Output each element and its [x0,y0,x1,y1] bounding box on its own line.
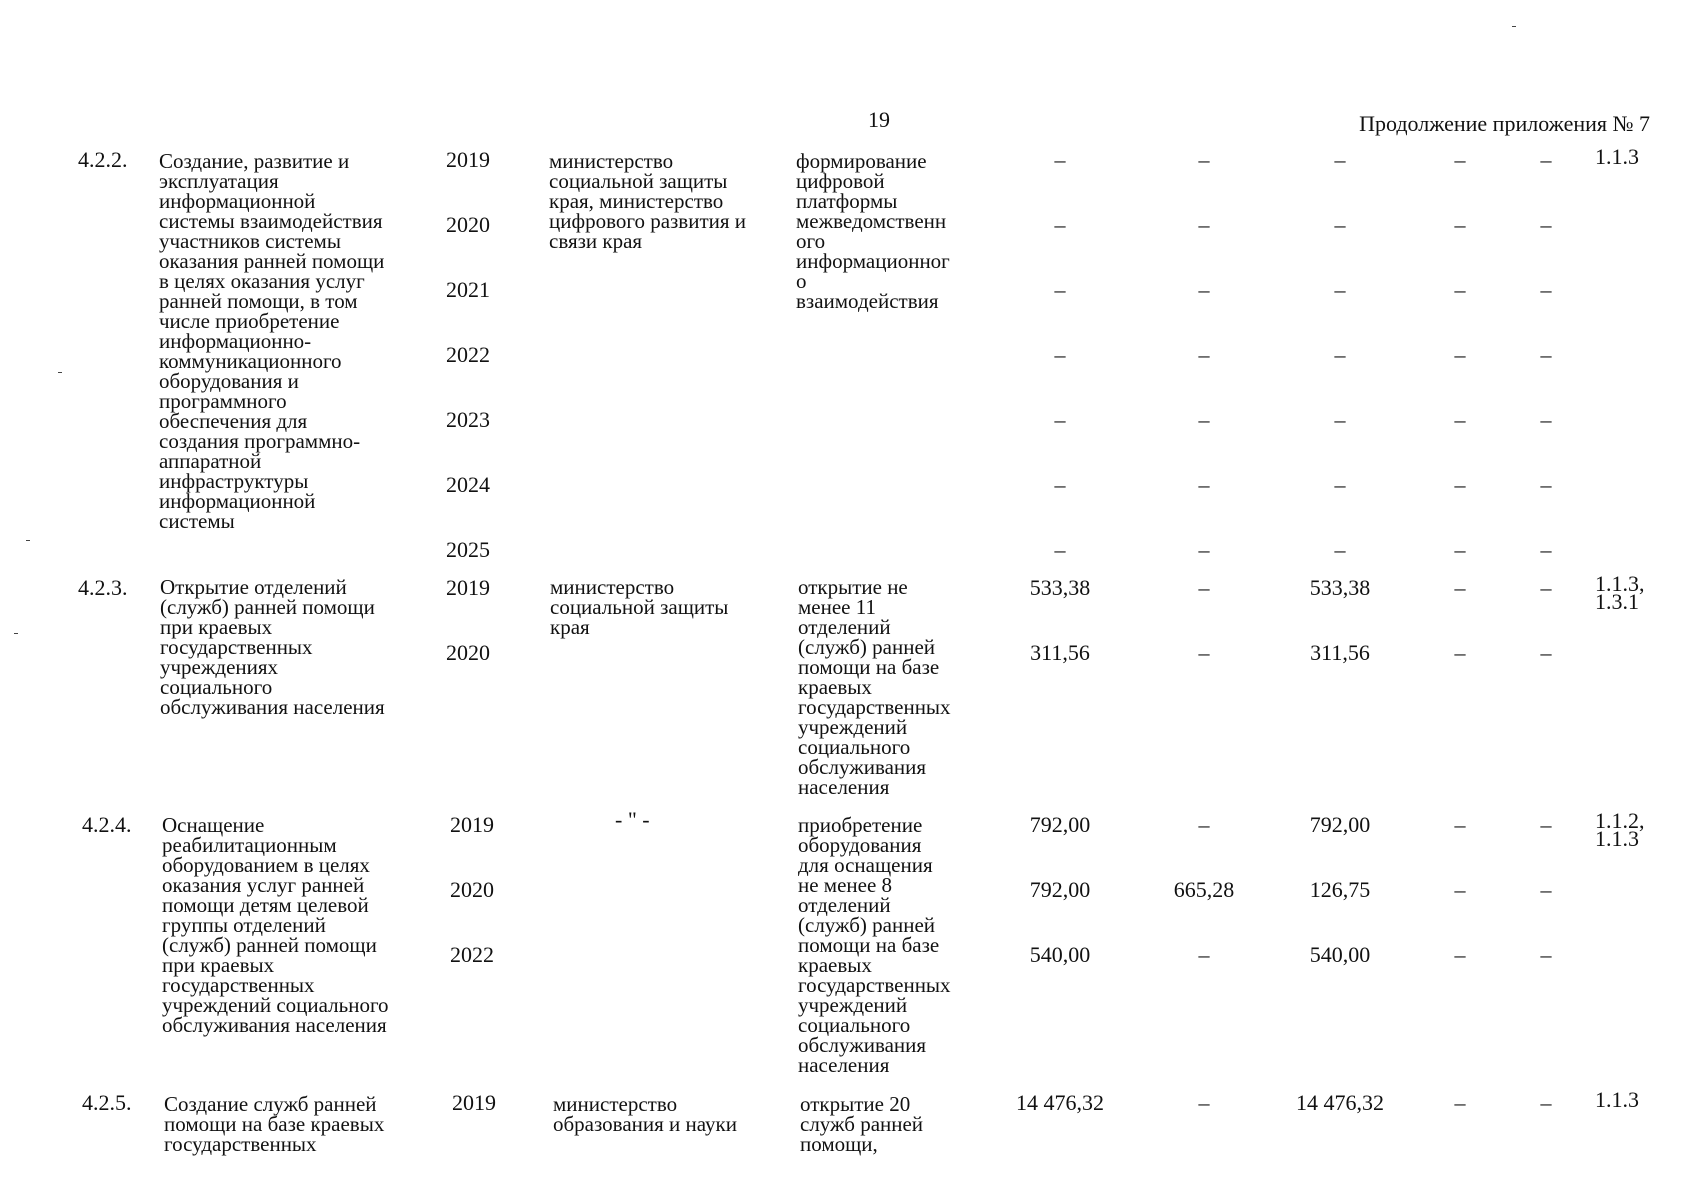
amount-c5: – [1540,640,1552,665]
measure-name: Создание, развитие и эксплуатация информационной системы взаимодействия участников системы оказания ранней помощи в целях оказания услуг ранней помощи, в том числе приобретение информационно- коммуникационного оборудования и программного обеспечения для создания программно- аппаратной инфраструктуры информационной системы [159,149,385,533]
indicator-ref: 1.1.3 [1595,1087,1639,1112]
amount-c3: 533,38 [1309,575,1371,600]
amount-c5: – [1540,877,1552,902]
amount-c3: 311,56 [1310,640,1370,665]
year: 2019 [450,812,494,837]
amount-c4: – [1454,472,1466,497]
scan-mark [14,633,18,634]
amount-c3: 540,00 [1309,942,1371,967]
amount-c4: – [1454,342,1466,367]
amount-c3: – [1334,472,1346,497]
row-number: 4.2.2. [78,147,128,172]
executor: - " - [615,807,650,832]
amount-c5: – [1540,472,1552,497]
year: 2020 [450,877,494,902]
amount-c3: – [1334,342,1346,367]
amount-c5: – [1540,537,1552,562]
amount-c4: – [1454,1090,1466,1115]
year: 2022 [446,342,490,367]
year: 2020 [446,640,490,665]
amount-c1: – [1054,212,1066,237]
amount-c1: 540,00 [1029,942,1091,967]
executor: министерство социальной защиты края [550,575,729,639]
measure-name: Открытие отделений (служб) ранней помощи при краевых государственных учреждениях социального обслуживания населения [160,575,385,719]
amount-c2: – [1198,342,1210,367]
amount-c2: – [1198,472,1210,497]
year: 2025 [446,537,490,562]
amount-c2: – [1198,812,1210,837]
amount-c4: – [1454,877,1466,902]
amount-c4: – [1454,812,1466,837]
amount-c2: – [1198,1090,1210,1115]
amount-c1: 792,00 [1029,812,1091,837]
executor: министерство образования и науки [553,1092,737,1136]
amount-c2: – [1198,277,1210,302]
amount-c1: 533,38 [1029,575,1091,600]
expected-result: открытие 20 служб ранней помощи, [800,1092,924,1156]
amount-c4: – [1454,212,1466,237]
amount-c1: – [1054,407,1066,432]
expected-result: формирование цифровой платформы межведомственн ого информационног о взаимодействия [796,149,950,313]
year: 2019 [446,575,490,600]
amount-c1: 311,56 [1030,640,1090,665]
measure-name: Оснащение реабилитационным оборудованием в целях оказания услуг ранней помощи детям целевой группы отделений (служб) ранней помощи при краевых государственных учреждений социального обслуживания населения [162,813,389,1037]
amount-c1: 14 476,32 [1016,1090,1104,1115]
row-number: 4.2.5. [82,1090,132,1115]
year: 2024 [446,472,490,497]
amount-c3: – [1334,537,1346,562]
expected-result: приобретение оборудования для оснащения не менее 8 отделений (служб) ранней помощи на базе краевых государственных учреждений социального обслуживания населения [798,813,951,1077]
amount-c1: – [1054,472,1066,497]
appendix-continuation: Продолжение приложения № 7 [1359,111,1650,136]
amount-c1: 792,00 [1029,877,1091,902]
amount-c2: – [1198,942,1210,967]
page-number: 19 [868,107,890,132]
amount-c2: – [1198,147,1210,172]
amount-c5: – [1540,812,1552,837]
row-number: 4.2.4. [82,812,132,837]
amount-c2: 665,28 [1173,877,1235,902]
indicator-ref: 1.1.2, 1.1.3 [1595,808,1645,851]
indicator-ref: 1.1.3, 1.3.1 [1595,571,1645,614]
amount-c3: – [1334,147,1346,172]
scan-mark [26,540,30,541]
amount-c2: – [1198,407,1210,432]
amount-c3: 126,75 [1309,877,1371,902]
expected-result: открытие не менее 11 отделений (служб) ранней помощи на базе краевых государственных учреждений социального обслуживания населения [798,575,951,799]
amount-c5: – [1540,407,1552,432]
amount-c1: – [1054,147,1066,172]
indicator-ref: 1.1.3 [1595,144,1639,169]
scan-mark [1512,26,1516,27]
year: 2019 [446,147,490,172]
amount-c2: – [1198,640,1210,665]
amount-c3: 792,00 [1309,812,1371,837]
amount-c5: – [1540,342,1552,367]
amount-c3: 14 476,32 [1296,1090,1384,1115]
year: 2021 [446,277,490,302]
amount-c4: – [1454,537,1466,562]
amount-c5: – [1540,147,1552,172]
amount-c3: – [1334,212,1346,237]
amount-c3: – [1334,407,1346,432]
executor: министерство социальной защиты края, министерство цифрового развития и связи края [549,149,747,253]
amount-c5: – [1540,1090,1552,1115]
amount-c5: – [1540,212,1552,237]
measure-name: Создание служб ранней помощи на базе краевых государственных [164,1092,385,1156]
amount-c4: – [1454,277,1466,302]
amount-c2: – [1198,212,1210,237]
year: 2023 [446,407,490,432]
year: 2022 [450,942,494,967]
amount-c1: – [1054,277,1066,302]
amount-c2: – [1198,537,1210,562]
amount-c1: – [1054,537,1066,562]
year: 2019 [452,1090,496,1115]
amount-c2: – [1198,575,1210,600]
amount-c5: – [1540,942,1552,967]
amount-c4: – [1454,575,1466,600]
amount-c5: – [1540,277,1552,302]
amount-c4: – [1454,407,1466,432]
scan-mark [58,372,62,373]
amount-c3: – [1334,277,1346,302]
amount-c4: – [1454,640,1466,665]
year: 2020 [446,212,490,237]
amount-c4: – [1454,147,1466,172]
row-number: 4.2.3. [78,575,128,600]
amount-c5: – [1540,575,1552,600]
amount-c4: – [1454,942,1466,967]
amount-c1: – [1054,342,1066,367]
